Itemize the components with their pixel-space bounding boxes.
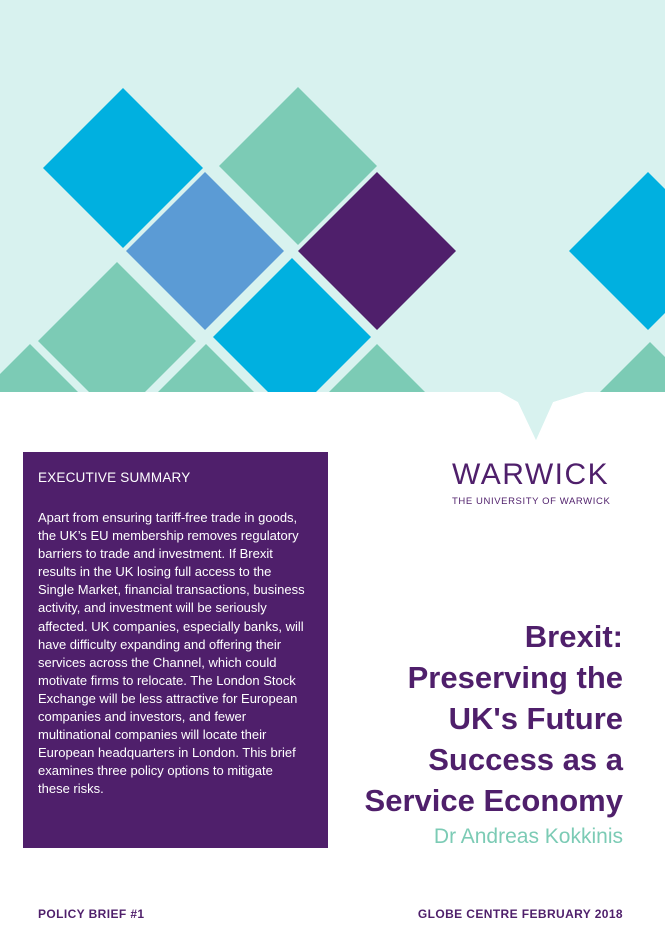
decorative-diamond-banner: [0, 0, 665, 440]
author-name: Dr Andreas Kokkinis: [433, 825, 623, 848]
footer-date-label: GLOBE CENTRE FEBRUARY 2018: [417, 907, 623, 921]
footer-series-label: POLICY BRIEF #1: [38, 907, 145, 921]
title-line-4: Success as a: [428, 742, 623, 777]
title-line-1: Brexit:: [524, 619, 623, 654]
banner-pointer: [470, 392, 600, 440]
logo-subtitle: THE UNIVERSITY OF WARWICK: [452, 496, 611, 507]
logo-wordmark: WARWICK: [452, 458, 610, 491]
document-title: [293, 616, 623, 821]
executive-summary-text: Apart from ensuring tariff-free trade in goods, the UK’s EU membership removes regulatory barriers to trade and investment. If Brexit results in the UK losing full access to the Single Market, financial transactions, business activity, and investment will be seriously affected. UK companies, especially banks, will have difficulty expanding and offering their services across the Channel, which could motivate firms to relocate. The London Stock Exchange will be less attractive for European companies and investors, and fewer multinational companies will locate their European headquarters in London. This brief examines three policy options to mitigate these risks.: [38, 510, 305, 797]
executive-summary-box: [23, 452, 328, 848]
title-line-3: UK's Future: [448, 701, 623, 736]
title-line-2: Preserving the: [407, 660, 623, 695]
title-line-5: Service Economy: [364, 783, 623, 818]
university-logo: [452, 460, 622, 507]
executive-summary-heading: EXECUTIVE SUMMARY: [38, 470, 191, 485]
